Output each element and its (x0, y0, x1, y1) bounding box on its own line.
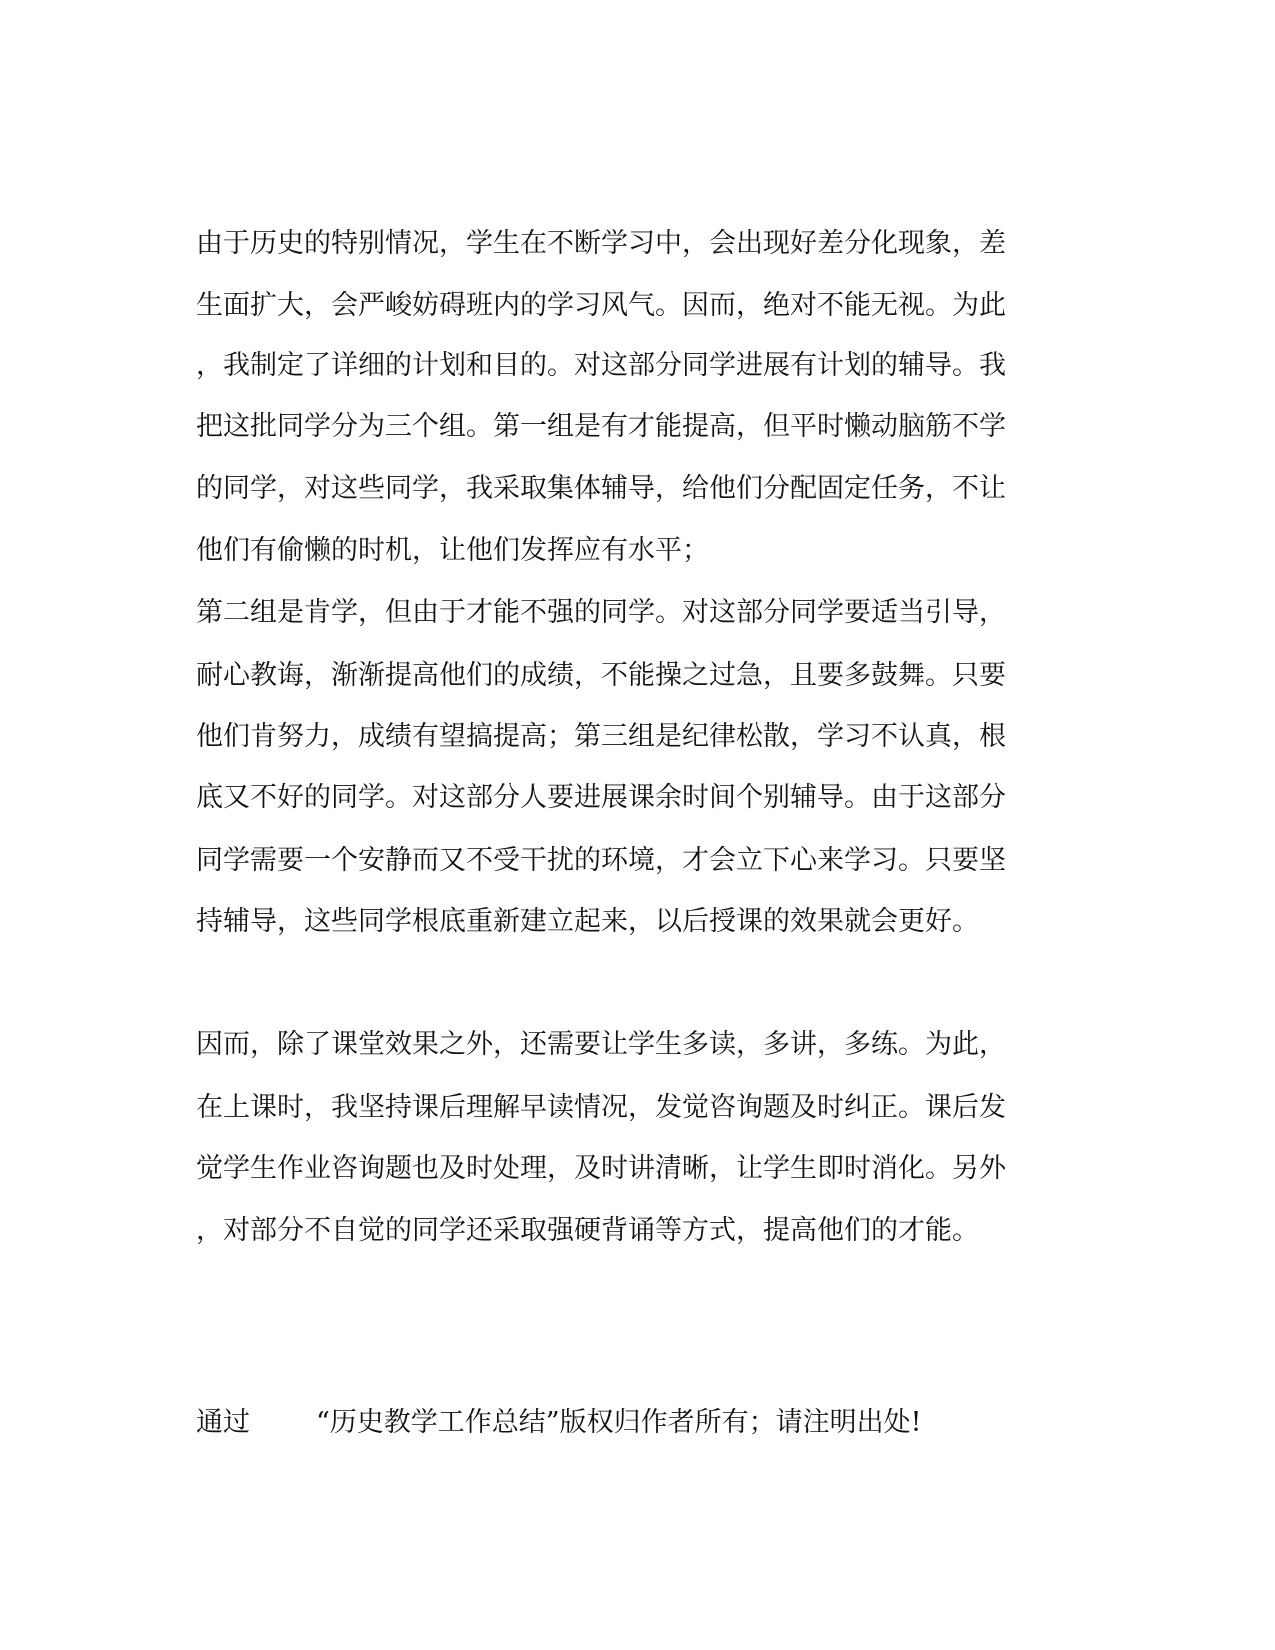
text-line: 持辅导，这些同学根底重新建立起来，以后授课的效果就会更好。 (196, 906, 979, 937)
text-line: 底又不好的同学。对这部分人要进展课余时间个别辅导。由于这部分 (196, 782, 1006, 813)
copyright-text: “历史教学工作总结”版权归作者所有；请注明出处! (316, 1407, 922, 1438)
text-line: 耐心教诲，渐渐提高他们的成绩，不能操之过急，且要多鼓舞。只要 (196, 660, 1006, 691)
text-line: 在上课时，我坚持课后理解早读情况，发觉咨询题及时纠正。课后发 (196, 1092, 1006, 1123)
text-line: 同学需要一个安静而又不受干扰的环境，才会立下心来学习。只要坚 (196, 845, 1006, 876)
text-line: 生面扩大，会严峻妨碍班内的学习风气。因而，绝对不能无视。为此 (196, 290, 1006, 321)
text-line: 把这批同学分为三个组。第一组是有才能提高，但平时懒动脑筋不学 (196, 411, 1006, 442)
copyright-lead: 通过 (196, 1407, 250, 1438)
text-line: 由于历史的特别情况，学生在不断学习中，会出现好差分化现象，差 (196, 228, 1006, 259)
text-line: 他们有偷懒的时机，让他们发挥应有水平； (196, 535, 709, 566)
text-line: 第二组是肯学，但由于才能不强的同学。对这部分同学要适当引导， (196, 597, 1006, 628)
text-line: ，我制定了详细的计划和目的。对这部分同学进展有计划的辅导。我 (196, 350, 1006, 381)
text-line: 因而，除了课堂效果之外，还需要让学生多读，多讲，多练。为此， (196, 1029, 1006, 1060)
text-line: 觉学生作业咨询题也及时处理，及时讲清晰，让学生即时消化。另外 (196, 1153, 1006, 1184)
text-line: 他们肯努力，成绩有望搞提高；第三组是纪律松散，学习不认真，根 (196, 721, 1006, 752)
text-line: ，对部分不自觉的同学还采取强硬背诵等方式，提高他们的才能。 (196, 1215, 979, 1246)
text-line: 的同学，对这些同学，我采取集体辅导，给他们分配固定任务，不让 (196, 473, 1006, 504)
